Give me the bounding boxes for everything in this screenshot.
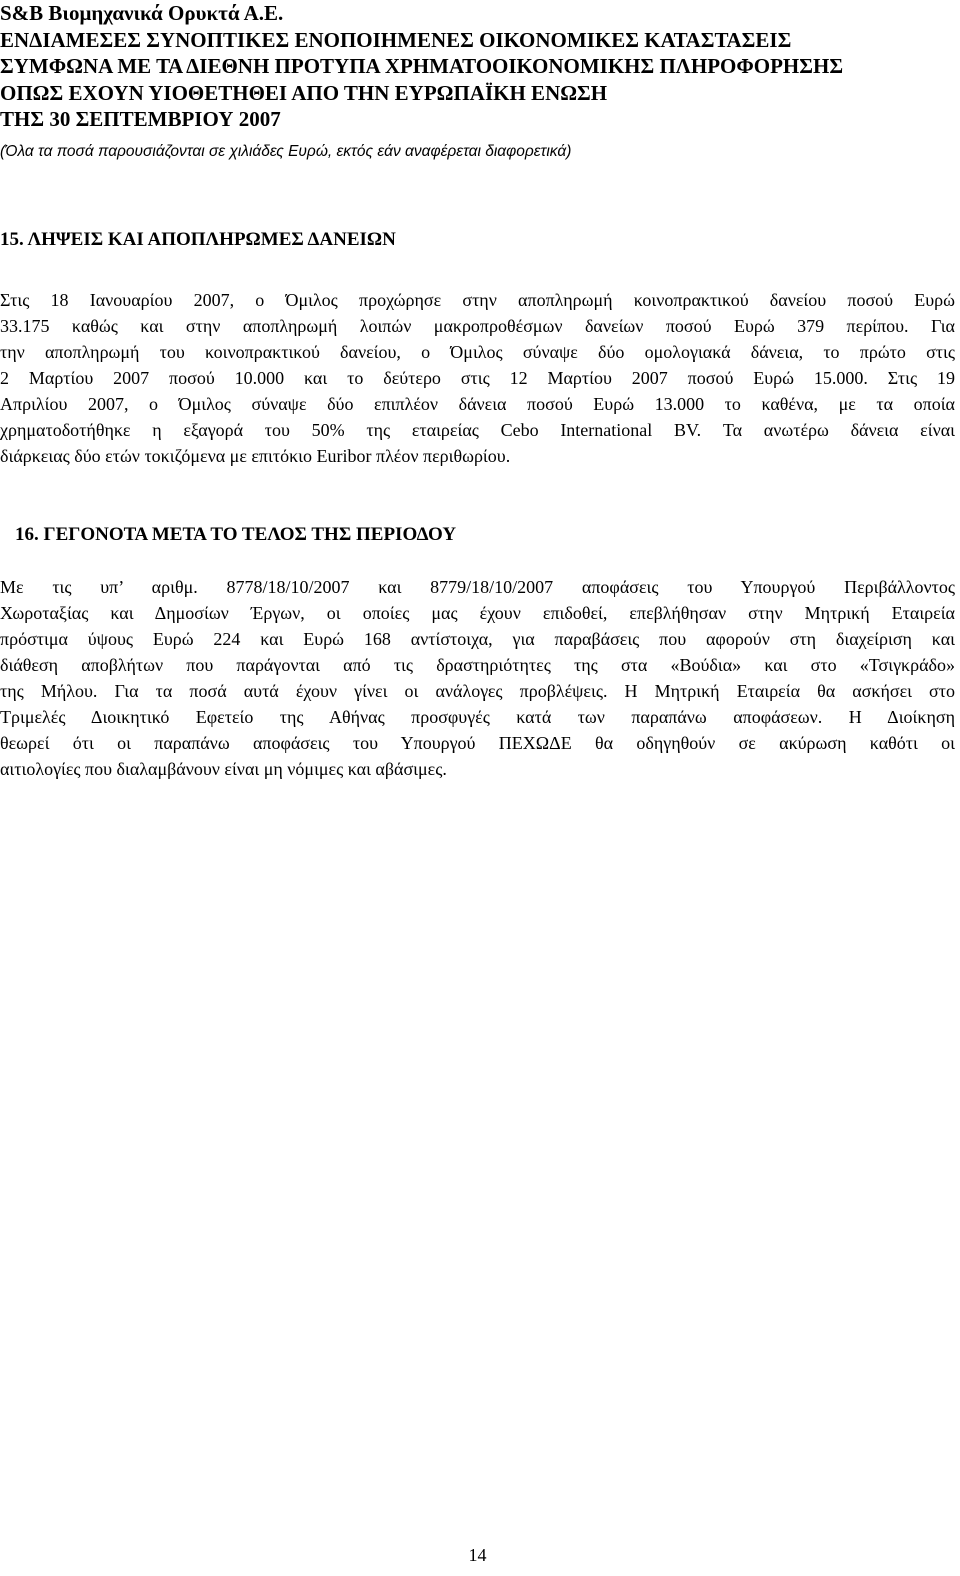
- paragraph-line: 33.175 καθώς και στην αποπληρωμή λοιπών μακροπροθέσμων δανείων ποσού Ευρώ 379 περίπου. Για: [0, 316, 955, 336]
- paragraph-line: την αποπληρωμή του κοινοπρακτικού δανείου, ο Όμιλος σύναψε δύο ομολογιακά δάνεια, το πρώτο στις: [0, 342, 955, 362]
- section-15-paragraph: [0, 287, 955, 469]
- section-16-title: 16. ΓΕΓΟΝΟΤΑ ΜΕΤΑ ΤΟ ΤΕΛΟΣ ΤΗΣ ΠΕΡΙΟΔΟΥ: [15, 524, 457, 545]
- amounts-note: (Όλα τα ποσά παρουσιάζονται σε χιλιάδες Ευρώ, εκτός εάν αναφέρεται διαφορετικά): [0, 143, 572, 160]
- paragraph-line: χρηματοδοτήθηκε η εξαγορά του 50% της εταιρείας Cebo International BV. Τα ανωτέρω δάνεια είναι: [0, 420, 955, 440]
- paragraph-line: αιτιολογίες που διαλαμβάνουν είναι μη νόμιμες και αβάσιμες.: [0, 759, 447, 779]
- paragraph-line: Στις 18 Ιανουαρίου 2007, ο Όμιλος προχώρησε στην αποπληρωμή κοινοπρακτικού δανείου ποσού Ευρώ: [0, 290, 955, 310]
- header-title-line: ΣΥΜΦΩΝΑ ΜΕ ΤΑ ΔΙΕΘΝΗ ΠΡΟΤΥΠΑ ΧΡΗΜΑΤΟΟΙΚΟΝΟΜΙΚΗΣ ΠΛΗΡΟΦΟΡΗΣΗΣ: [0, 54, 844, 78]
- paragraph-line: θεωρεί ότι οι παραπάνω αποφάσεις του Υπουργού ΠΕΧΩΔΕ θα οδηγηθούν σε ακύρωση καθότι οι: [0, 733, 955, 753]
- company-name: S&B Βιομηχανικά Ορυκτά Α.Ε.: [0, 1, 284, 25]
- page-number: 14: [468, 1545, 487, 1565]
- paragraph-line: Χωροταξίας και Δημοσίων Έργων, οι οποίες μας έχουν επιδοθεί, επεβλήθησαν στην Μητρική Εταιρεία: [0, 603, 955, 623]
- paragraph-line: διάρκειας δύο ετών τοκιζόμενα με επιτόκιο Euribor πλέον περιθωρίου.: [0, 446, 511, 466]
- paragraph-line: Τριμελές Διοικητικό Εφετείο της Αθήνας προσφυγές κατά των παραπάνω αποφάσεων. Η Διοίκηση: [0, 707, 955, 727]
- header-date-line: ΤΗΣ 30 ΣΕΠΤΕΜΒΡΙΟΥ 2007: [0, 107, 281, 131]
- paragraph-line: διάθεση αποβλήτων που παράγονται από τις δραστηριότητες της στα «Βούδια» και στο «Τσιγκράδο»: [0, 655, 955, 675]
- paragraph-line: της Μήλου. Για τα ποσά αυτά έχουν γίνει οι ανάλογες προβλέψεις. Η Μητρική Εταιρεία θα ασκήσει στο: [0, 681, 955, 701]
- section-16-paragraph: [0, 574, 955, 782]
- paragraph-line: Απριλίου 2007, ο Όμιλος σύναψε δύο επιπλέον δάνεια ποσού Ευρώ 13.000 το καθένα, με τα οποία: [0, 394, 955, 414]
- section-15-title: 15. ΛΗΨΕΙΣ ΚΑΙ ΑΠΟΠΛΗΡΩΜΕΣ ΔΑΝΕΙΩΝ: [0, 229, 396, 250]
- document-header: [0, 0, 940, 133]
- header-title-line: ΟΠΩΣ ΕΧΟΥΝ ΥΙΟΘΕΤΗΘΕΙ ΑΠΟ ΤΗΝ ΕΥΡΩΠΑΪΚΗ ΕΝΩΣΗ: [0, 80, 608, 105]
- paragraph-line: Με τις υπ’ αριθμ. 8778/18/10/2007 και 8779/18/10/2007 αποφάσεις του Υπουργού Περιβάλλοντος: [0, 577, 955, 597]
- paragraph-line: πρόστιμα ύψους Ευρώ 224 και Ευρώ 168 αντίστοιχα, για παραβάσεις που αφορούν στη διαχείριση και: [0, 629, 955, 649]
- header-title-line: ΕΝΔΙΑΜΕΣΕΣ ΣΥΝΟΠΤΙΚΕΣ ΕΝΟΠΟΙΗΜΕΝΕΣ ΟΙΚΟΝΟΜΙΚΕΣ ΚΑΤΑΣΤΑΣΕΙΣ: [0, 27, 792, 52]
- paragraph-line: 2 Μαρτίου 2007 ποσού 10.000 και το δεύτερο στις 12 Μαρτίου 2007 ποσού Ευρώ 15.000. Στις 19: [0, 368, 955, 388]
